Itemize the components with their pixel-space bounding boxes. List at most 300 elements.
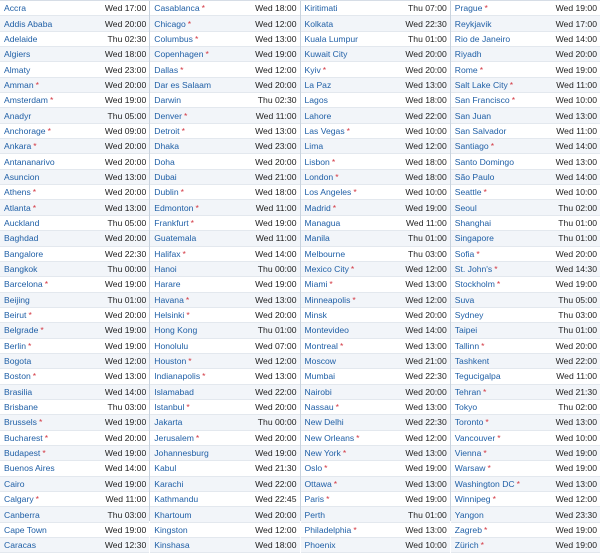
city-link[interactable] xyxy=(4,402,104,412)
city-row xyxy=(0,477,149,492)
city-link[interactable] xyxy=(305,341,402,351)
city-row xyxy=(451,47,600,62)
city-link[interactable] xyxy=(455,34,552,44)
city-name: San Juan xyxy=(454,110,492,121)
local-time: Wed 13:00 xyxy=(405,478,447,489)
city-link[interactable] xyxy=(305,172,402,182)
city-link[interactable] xyxy=(305,525,402,535)
local-time: Wed 12:30 xyxy=(104,540,147,551)
city-link[interactable] xyxy=(455,172,552,182)
city-link[interactable] xyxy=(4,510,104,520)
city-link[interactable] xyxy=(4,387,101,397)
city-link[interactable] xyxy=(4,218,104,228)
city-link[interactable] xyxy=(154,402,251,412)
city-name: Karachi xyxy=(154,478,184,489)
city-link[interactable] xyxy=(455,141,552,151)
city-row xyxy=(0,62,149,77)
city-row xyxy=(301,262,450,277)
dst-marker: * xyxy=(40,325,44,336)
city-link[interactable] xyxy=(455,19,552,29)
city-link[interactable] xyxy=(4,525,101,535)
city-link[interactable] xyxy=(154,494,251,504)
city-link[interactable] xyxy=(455,295,555,305)
city-name: Philadelphia xyxy=(304,524,352,535)
city-link[interactable] xyxy=(305,65,402,75)
city-link[interactable] xyxy=(455,448,552,458)
local-time: Wed 13:00 xyxy=(555,478,597,489)
city-row xyxy=(0,170,149,185)
local-time: Wed 20:00 xyxy=(104,310,147,321)
city-link[interactable] xyxy=(154,19,251,29)
city-name: Paris xyxy=(304,494,325,505)
city-link[interactable] xyxy=(154,295,251,305)
city-link[interactable] xyxy=(305,356,402,366)
dst-marker: * xyxy=(195,202,199,213)
local-time: Thu 01:00 xyxy=(257,325,297,336)
city-link[interactable] xyxy=(455,479,552,489)
city-link[interactable] xyxy=(455,525,552,535)
local-time: Wed 11:00 xyxy=(556,125,597,136)
dst-marker: * xyxy=(180,64,184,75)
city-link[interactable] xyxy=(455,233,555,243)
local-time: Wed 19:00 xyxy=(555,540,597,551)
city-row xyxy=(301,477,450,492)
city-name: Taipei xyxy=(454,325,478,336)
local-time: Wed 20:00 xyxy=(555,49,597,60)
local-time: Wed 22:00 xyxy=(555,356,597,367)
city-link[interactable] xyxy=(4,479,101,489)
city-link[interactable] xyxy=(455,433,552,443)
city-link[interactable] xyxy=(305,233,405,243)
city-link[interactable] xyxy=(4,111,104,121)
city-link[interactable] xyxy=(4,203,101,213)
city-link[interactable] xyxy=(305,3,405,13)
local-time: Wed 18:00 xyxy=(255,540,297,551)
city-link[interactable] xyxy=(154,417,254,427)
local-time: Wed 20:00 xyxy=(104,233,147,244)
city-link[interactable] xyxy=(4,249,101,259)
city-name: Minneapolis xyxy=(304,294,351,305)
city-link[interactable] xyxy=(305,126,402,136)
city-link[interactable] xyxy=(4,341,101,351)
city-row xyxy=(150,124,299,139)
city-name: Kuala Lumpur xyxy=(304,33,359,44)
city-name: Tokyo xyxy=(454,402,478,413)
city-link[interactable] xyxy=(4,463,101,473)
city-link[interactable] xyxy=(4,80,101,90)
city-row xyxy=(150,293,299,308)
local-time: Wed 19:00 xyxy=(405,463,447,474)
dst-marker: * xyxy=(509,79,514,90)
city-row xyxy=(150,369,299,384)
city-name: Madrid xyxy=(304,202,331,213)
city-row xyxy=(0,415,149,430)
city-name: Darwin xyxy=(154,95,181,106)
local-time: Wed 18:00 xyxy=(405,95,447,106)
city-name: Asuncion xyxy=(4,171,40,182)
city-link[interactable] xyxy=(305,510,405,520)
city-name: Winnipeg xyxy=(454,494,491,505)
city-link[interactable] xyxy=(305,187,402,197)
city-row xyxy=(451,1,600,16)
city-row xyxy=(451,385,600,400)
city-link[interactable] xyxy=(305,218,402,228)
city-link[interactable] xyxy=(305,494,402,504)
city-name: San Francisco xyxy=(454,95,510,106)
city-link[interactable] xyxy=(154,387,251,397)
local-time: Wed 12:00 xyxy=(405,264,447,275)
city-link[interactable] xyxy=(154,479,251,489)
city-link[interactable] xyxy=(305,387,402,397)
city-link[interactable] xyxy=(455,356,552,366)
city-link[interactable] xyxy=(455,203,555,213)
city-name: Dhaka xyxy=(154,141,180,152)
city-row xyxy=(451,400,600,415)
city-link[interactable] xyxy=(154,65,251,75)
city-link[interactable] xyxy=(4,34,104,44)
dst-marker: * xyxy=(180,187,184,198)
city-link[interactable] xyxy=(154,172,251,182)
city-row xyxy=(301,32,450,47)
city-name: Rio de Janeiro xyxy=(454,33,511,44)
city-row xyxy=(150,277,299,292)
local-time: Thu 05:00 xyxy=(558,294,597,305)
city-link[interactable] xyxy=(305,325,402,335)
city-link[interactable] xyxy=(305,371,402,381)
city-link[interactable] xyxy=(154,249,251,259)
city-row xyxy=(451,523,600,538)
city-link[interactable] xyxy=(455,3,552,13)
city-name: Tegucigalpa xyxy=(454,371,501,382)
dst-marker: * xyxy=(333,478,338,489)
city-link[interactable] xyxy=(305,264,402,274)
city-link[interactable] xyxy=(305,49,402,59)
city-link[interactable] xyxy=(154,356,251,366)
city-name: Houston xyxy=(154,356,187,367)
local-time: Wed 14:00 xyxy=(555,33,597,44)
city-name: Indianapolis xyxy=(154,371,201,382)
city-link[interactable] xyxy=(154,310,251,320)
city-link[interactable] xyxy=(455,49,552,59)
city-link[interactable] xyxy=(154,126,251,136)
city-name: Kiritimati xyxy=(304,3,338,14)
city-link[interactable] xyxy=(455,187,552,197)
local-time: Wed 13:00 xyxy=(405,524,447,535)
city-row xyxy=(301,431,450,446)
city-name: Singapore xyxy=(454,233,494,244)
dst-marker: * xyxy=(494,264,498,275)
city-link[interactable] xyxy=(4,264,104,274)
city-link[interactable] xyxy=(154,264,254,274)
dst-marker: * xyxy=(487,463,491,474)
city-name: Phoenix xyxy=(304,540,336,551)
dst-marker: * xyxy=(350,264,355,275)
city-name: Dar es Salaam xyxy=(154,79,212,90)
city-link[interactable] xyxy=(4,65,101,75)
dst-marker: * xyxy=(346,125,350,136)
city-link[interactable] xyxy=(154,218,251,228)
local-time: Wed 14:00 xyxy=(255,248,297,259)
city-link[interactable] xyxy=(455,65,552,75)
city-row xyxy=(451,93,600,108)
city-link[interactable] xyxy=(455,540,552,550)
city-link[interactable] xyxy=(455,494,552,504)
city-link[interactable] xyxy=(154,34,251,44)
city-link[interactable] xyxy=(4,295,104,305)
city-link[interactable] xyxy=(4,172,101,182)
city-name: Beijing xyxy=(4,294,30,305)
dst-marker: * xyxy=(201,3,205,14)
local-time: Thu 00:00 xyxy=(257,264,297,275)
dst-marker: * xyxy=(476,248,480,259)
city-link[interactable] xyxy=(154,80,251,90)
city-link[interactable] xyxy=(305,295,402,305)
city-link[interactable] xyxy=(455,249,552,259)
local-time: Wed 19:00 xyxy=(255,448,297,459)
local-time: Wed 22:00 xyxy=(255,478,297,489)
dst-marker: * xyxy=(44,432,49,443)
city-link[interactable] xyxy=(305,34,405,44)
city-row xyxy=(0,293,149,308)
city-link[interactable] xyxy=(305,249,405,259)
city-row xyxy=(0,16,149,31)
city-row xyxy=(301,308,450,323)
dst-marker: * xyxy=(335,402,339,413)
local-time: Thu 05:00 xyxy=(107,217,147,228)
local-time: Wed 22:30 xyxy=(405,417,447,428)
city-link[interactable] xyxy=(154,463,251,473)
city-link[interactable] xyxy=(455,157,552,167)
city-link[interactable] xyxy=(154,157,251,167)
city-link[interactable] xyxy=(455,80,552,90)
dst-marker: * xyxy=(187,18,192,29)
city-link[interactable] xyxy=(305,111,402,121)
city-link[interactable] xyxy=(455,417,552,427)
local-time: Wed 21:30 xyxy=(555,386,597,397)
city-link[interactable] xyxy=(455,325,555,335)
city-row xyxy=(150,170,299,185)
city-name: Adelaide xyxy=(4,33,38,44)
city-name: Cape Town xyxy=(4,524,47,535)
city-link[interactable] xyxy=(4,279,101,289)
city-link[interactable] xyxy=(4,157,101,167)
local-time: Thu 01:00 xyxy=(408,509,447,520)
city-row xyxy=(150,93,299,108)
city-name: Kingston xyxy=(154,524,188,535)
city-link[interactable] xyxy=(4,448,101,458)
city-link[interactable] xyxy=(154,325,254,335)
city-link[interactable] xyxy=(455,111,552,121)
dst-marker: * xyxy=(188,356,192,367)
city-link[interactable] xyxy=(4,19,101,29)
city-link[interactable] xyxy=(4,126,101,136)
city-link[interactable] xyxy=(4,3,101,13)
dst-marker: * xyxy=(353,524,357,535)
local-time: Wed 18:00 xyxy=(255,3,297,14)
city-link[interactable] xyxy=(305,157,402,167)
local-time: Wed 11:00 xyxy=(255,202,297,213)
city-name: Bangkok xyxy=(4,264,38,275)
local-time: Wed 19:00 xyxy=(104,448,147,459)
local-time: Wed 17:00 xyxy=(555,18,597,29)
city-row xyxy=(150,385,299,400)
dst-marker: * xyxy=(496,279,501,290)
dst-marker: * xyxy=(331,156,336,167)
city-name: San Salvador xyxy=(454,125,507,136)
city-link[interactable] xyxy=(455,463,552,473)
city-link[interactable] xyxy=(455,218,555,228)
city-link[interactable] xyxy=(305,80,402,90)
city-row xyxy=(0,139,149,154)
city-link[interactable] xyxy=(154,49,251,59)
city-link[interactable] xyxy=(4,325,101,335)
city-link[interactable] xyxy=(4,540,101,550)
city-row xyxy=(150,247,299,262)
city-link[interactable] xyxy=(154,141,251,151)
city-link[interactable] xyxy=(455,264,552,274)
dst-marker: * xyxy=(32,187,37,198)
city-link[interactable] xyxy=(455,341,552,351)
city-link[interactable] xyxy=(154,3,251,13)
dst-marker: * xyxy=(480,540,484,551)
city-name: New Orleans xyxy=(304,432,355,443)
city-link[interactable] xyxy=(305,540,402,550)
city-name: Casablanca xyxy=(154,3,200,14)
city-link[interactable] xyxy=(4,141,101,151)
city-link[interactable] xyxy=(4,233,101,243)
city-link[interactable] xyxy=(154,525,251,535)
local-time: Wed 19:00 xyxy=(104,478,147,489)
city-link[interactable] xyxy=(305,433,402,443)
city-link[interactable] xyxy=(154,203,251,213)
local-time: Wed 13:00 xyxy=(104,371,147,382)
city-row xyxy=(301,16,450,31)
local-time: Wed 20:00 xyxy=(104,141,147,152)
city-link[interactable] xyxy=(305,417,402,427)
city-link[interactable] xyxy=(455,95,552,105)
city-link[interactable] xyxy=(305,95,402,105)
city-link[interactable] xyxy=(4,187,101,197)
local-time: Thu 01:00 xyxy=(558,325,597,336)
city-link[interactable] xyxy=(305,141,402,151)
city-row xyxy=(0,431,149,446)
city-link[interactable] xyxy=(4,371,101,381)
city-link[interactable] xyxy=(455,126,552,136)
city-name: Harare xyxy=(154,279,181,290)
city-link[interactable] xyxy=(154,111,251,121)
city-name: Seoul xyxy=(454,202,477,213)
city-link[interactable] xyxy=(154,341,251,351)
dst-marker: * xyxy=(339,340,344,351)
city-link[interactable] xyxy=(305,279,402,289)
dst-marker: * xyxy=(353,187,357,198)
dst-marker: * xyxy=(511,95,516,106)
dst-marker: * xyxy=(335,171,339,182)
city-name: Johannesburg xyxy=(154,448,209,459)
city-row xyxy=(150,32,299,47)
city-link[interactable] xyxy=(4,417,101,427)
city-link[interactable] xyxy=(154,448,251,458)
city-link[interactable] xyxy=(154,371,251,381)
city-link[interactable] xyxy=(305,463,402,473)
city-link[interactable] xyxy=(305,479,402,489)
city-row xyxy=(301,461,450,476)
dst-marker: * xyxy=(35,494,39,505)
city-link[interactable] xyxy=(154,540,251,550)
city-row xyxy=(150,62,299,77)
city-link[interactable] xyxy=(305,448,402,458)
city-link[interactable] xyxy=(4,310,101,320)
city-name: Hanoi xyxy=(154,264,177,275)
city-name: Sofia xyxy=(454,248,475,259)
city-row xyxy=(451,139,600,154)
local-time: Wed 14:00 xyxy=(104,386,147,397)
city-link[interactable] xyxy=(455,310,555,320)
local-time: Thu 01:00 xyxy=(408,233,447,244)
city-link[interactable] xyxy=(154,233,251,243)
city-link[interactable] xyxy=(455,279,552,289)
city-link[interactable] xyxy=(305,310,402,320)
city-link[interactable] xyxy=(455,371,552,381)
city-link[interactable] xyxy=(4,49,101,59)
city-row xyxy=(451,78,600,93)
city-row xyxy=(0,385,149,400)
city-link[interactable] xyxy=(154,279,251,289)
dst-marker: * xyxy=(479,64,484,75)
city-link[interactable] xyxy=(154,510,251,520)
local-time: Thu 01:00 xyxy=(107,294,147,305)
city-name: Las Vegas xyxy=(304,125,345,136)
local-time: Wed 20:00 xyxy=(255,79,297,90)
city-link[interactable] xyxy=(4,356,101,366)
city-row xyxy=(301,247,450,262)
city-row xyxy=(150,446,299,461)
city-link[interactable] xyxy=(305,402,402,412)
city-row xyxy=(150,523,299,538)
local-time: Wed 14:30 xyxy=(555,264,597,275)
city-link[interactable] xyxy=(154,95,254,105)
city-name: Los Angeles xyxy=(304,187,352,198)
city-name: Buenos Aires xyxy=(4,463,55,474)
local-time: Wed 13:00 xyxy=(405,279,447,290)
city-link[interactable] xyxy=(154,433,251,443)
city-name: Vancouver xyxy=(454,432,496,443)
city-link[interactable] xyxy=(455,387,552,397)
city-row xyxy=(301,170,450,185)
city-link[interactable] xyxy=(4,494,101,504)
city-link[interactable] xyxy=(305,203,402,213)
city-link[interactable] xyxy=(455,402,555,412)
city-link[interactable] xyxy=(4,95,101,105)
city-row xyxy=(451,415,600,430)
city-name: Lima xyxy=(304,141,324,152)
city-link[interactable] xyxy=(455,510,552,520)
city-name: Warsaw xyxy=(454,463,486,474)
city-name: Ottawa xyxy=(304,478,332,489)
local-time: Wed 19:00 xyxy=(555,3,597,14)
city-row xyxy=(451,62,600,77)
city-name: Belgrade xyxy=(4,325,39,336)
city-name: Dubai xyxy=(154,171,177,182)
city-row xyxy=(0,323,149,338)
city-name: Manila xyxy=(304,233,330,244)
city-row xyxy=(301,446,450,461)
local-time: Wed 18:00 xyxy=(405,156,447,167)
city-link[interactable] xyxy=(154,187,251,197)
city-link[interactable] xyxy=(305,19,402,29)
city-link[interactable] xyxy=(4,433,101,443)
city-row xyxy=(451,277,600,292)
